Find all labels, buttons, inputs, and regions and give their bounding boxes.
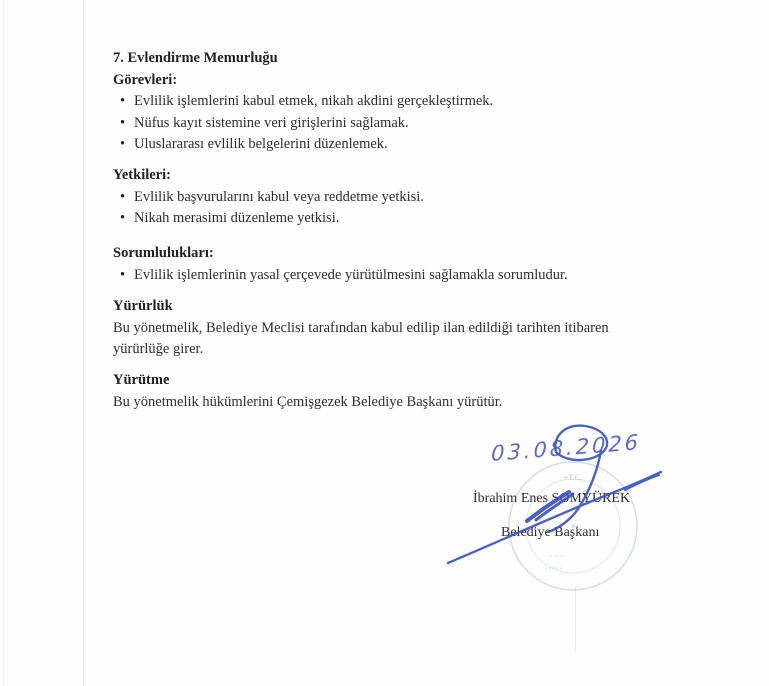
- section-evlendirme-memurlugu: [113, 48, 665, 156]
- section-yetkileri: [113, 165, 665, 230]
- bullet-dot-icon: •: [120, 114, 126, 131]
- bullet-text: Evlilik başvurularını kabul veya reddetme yetkisi.: [134, 188, 424, 205]
- svg-text:▪ ▪ ▪ ▪: ▪ ▪ ▪ ▪: [550, 554, 564, 560]
- bullet-text: Evlilik işlemlerinin yasal çerçevede yürütülmesini sağlamakla sorumludur.: [134, 266, 568, 283]
- stamp-scan-artifact: [575, 586, 576, 652]
- section-sorumluluklari: [113, 243, 665, 286]
- list-item: [113, 187, 665, 209]
- stamp-top-text: +T.C.: [563, 473, 583, 482]
- section-heading: Yetkileri:: [113, 167, 171, 183]
- list-item: [113, 134, 665, 156]
- section-heading: Yürütme: [113, 372, 170, 388]
- bullet-text: Evlilik işlemlerini kabul etmek, nikah akdini gerçekleştirmek.: [134, 93, 494, 109]
- bullet-dot-icon: •: [120, 188, 126, 205]
- section-heading: 7. Evlendirme Memurluğu: [113, 50, 278, 66]
- bullet-dot-icon: •: [120, 210, 126, 226]
- section-paragraph: Bu yönetmelik hükümlerini Çemişgezek Belediye Başkanı yürütür.: [113, 393, 503, 410]
- section-subheading: Görevleri:: [113, 71, 178, 88]
- bullet-text: Uluslararası evlilik belgelerini düzenlemek.: [134, 136, 388, 152]
- section-paragraph: Bu yönetmelik, Belediye Meclisi tarafından kabul edilip ilan edildiği tarihten itibaren yürürlüğe girer.: [113, 319, 609, 357]
- list-item: [113, 265, 665, 287]
- svg-text:▪ ▪ ▪ ▪ ▪: ▪ ▪ ▪ ▪ ▪: [545, 566, 562, 572]
- handwritten-date: 03.08.2026: [490, 430, 642, 466]
- bullet-dot-icon: •: [120, 136, 126, 152]
- list-item: [113, 113, 665, 135]
- signer-title: Belediye Başkanı: [501, 525, 600, 540]
- section-yururluk: [113, 296, 665, 361]
- bullet-dot-icon: •: [120, 93, 126, 109]
- list-item: [113, 208, 665, 230]
- bullet-text: Nüfus kayıt sistemine veri girişlerini sağlamak.: [134, 114, 409, 131]
- bullet-list: [113, 91, 665, 156]
- list-item: [113, 91, 665, 113]
- bullet-list: [113, 187, 665, 230]
- bullet-dot-icon: •: [120, 266, 126, 283]
- section-yurutme: [113, 370, 665, 413]
- bullet-text: Nikah merasimi düzenleme yetkisi.: [134, 210, 340, 226]
- page-fold-line: [83, 0, 84, 686]
- signer-name: İbrahim Enes SOMYÜREK: [473, 491, 631, 506]
- section-heading: Sorumlulukları:: [113, 245, 214, 261]
- bullet-list: [113, 265, 665, 287]
- page-edge-line: [3, 0, 4, 686]
- section-heading: Yürürlük: [113, 298, 173, 314]
